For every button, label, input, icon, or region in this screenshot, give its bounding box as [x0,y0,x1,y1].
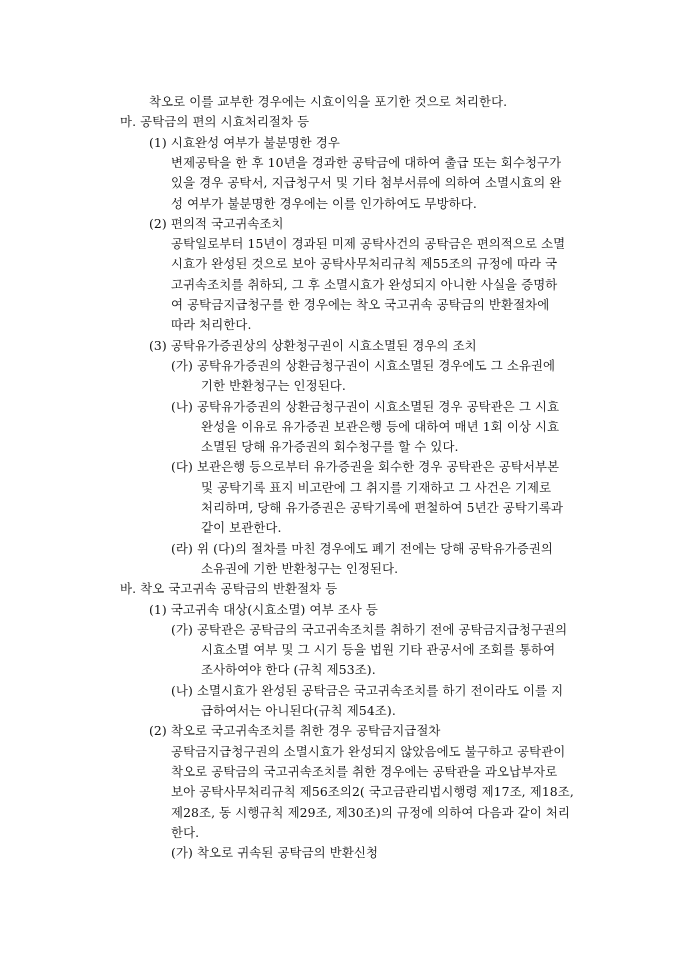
paragraph-line: 같이 보관한다. [201,520,282,536]
paragraph-line: 급하여서는 아니된다(규칙 제54조). [201,703,396,718]
item-heading: (나) 공탁유가증권의 상환금청구권이 시효소멸된 경우 공탁관은 그 시효 [171,398,560,414]
paragraph-line: 완성을 이유로 유가증권 보관은행 등에 대하여 매년 1회 이상 시효 [201,418,560,434]
paragraph-line: 공탁금지급청구권의 소멸시효가 완성되지 않았음에도 불구하고 공탁관이 [171,743,566,759]
paragraph-line: 소멸된 당해 유가증권의 회수청구를 할 수 있다. [201,439,459,455]
paragraph-line: 한다. [171,824,200,840]
paragraph-line: 조사하여야 한다 (규칙 제53조). [201,662,376,678]
paragraph-line: 따라 처리한다. [171,317,252,333]
paragraph-line: 제28조, 동 시행규칙 제29조, 제30조)의 규정에 의하여 다음과 같이 처리 [171,804,570,820]
subsection-heading: (1) 국고귀속 대상(시효소멸) 여부 조사 등 [149,601,378,617]
section-heading: 바. 착오 국고귀속 공탁금의 반환절차 등 [120,581,338,597]
item-heading: (다) 보관은행 등으로부터 유가증권을 회수한 경우 공탁관은 공탁서부본 [171,459,560,475]
paragraph-line: 소유권에 기한 반환청구는 인정된다. [201,560,399,576]
item-heading: (가) 공탁유가증권의 상환금청구권이 시효소멸된 경우에도 그 소유권에 [171,357,556,373]
paragraph-line: 처리하며, 당해 유가증권은 공탁기록에 편철하여 5년간 공탁기록과 [201,500,564,515]
item-heading: (가) 착오로 귀속된 공탁금의 반환신청 [171,845,379,861]
paragraph-line: 고귀속조치를 취하되, 그 후 소멸시효가 완성되지 아니한 사실을 증명하 [171,276,558,292]
paragraph-line: 공탁일로부터 15년이 경과된 미제 공탁사건의 공탁금은 편의적으로 소멸 [171,236,566,252]
paragraph-line: 및 공탁기록 표지 비고란에 그 취지를 기재하고 그 사건은 기제로 [201,479,552,495]
item-heading: (라) 위 (다)의 절차를 마친 경우에도 폐기 전에는 당해 공탁유가증권의 [171,540,553,556]
subsection-heading: (3) 공탁유가증권상의 상환청구권이 시효소멸된 경우의 조치 [149,337,477,353]
subsection-heading: (2) 편의적 국고귀속조치 [149,215,284,231]
paragraph-line: 착오로 공탁금의 국고귀속조치를 취한 경우에는 공탁관을 과오납부자로 [171,763,558,779]
paragraph-line: 시효소멸 여부 및 그 시기 등을 법원 기타 관공서에 조회를 통하여 [201,642,556,658]
paragraph-line: 여 공탁금지급청구를 한 경우에는 착오 국고귀속 공탁금의 반환절차에 [171,297,550,312]
item-heading: (가) 공탁관은 공탁금의 국고귀속조치를 취하기 전에 공탁금지급청구권의 [171,621,568,637]
subsection-heading: (2) 착오로 국고귀속조치를 취한 경우 공탁금지급절차 [149,723,441,739]
paragraph-line: 변제공탁을 한 후 10년을 경과한 공탁금에 대하여 출급 또는 회수청구가 [171,154,562,170]
paragraph-line: 기한 반환청구는 인정된다. [201,378,346,394]
paragraph-line: 시효가 완성된 것으로 보아 공탁사무처리규칙 제55조의 규정에 따라 국 [171,256,558,272]
subsection-heading: (1) 시효완성 여부가 불분명한 경우 [149,134,340,150]
paragraph-line: 보아 공탁사무처리규칙 제56조의2( 국고금관리법시행령 제17조, 제18조, [171,784,574,800]
paragraph-line: 성 여부가 불분명한 경우에는 이를 인가하여도 무방하다. [171,195,477,211]
paragraph-line: 있을 경우 공탁서, 지급청구서 및 기타 첨부서류에 의하여 소멸시효의 완 [171,175,562,191]
section-heading: 마. 공탁금의 편의 시효처리절차 등 [120,114,310,130]
item-heading: (나) 소멸시효가 완성된 공탁금은 국고귀속조치를 하기 전이라도 이를 지 [171,682,564,698]
paragraph-line: 착오로 이를 교부한 경우에는 시효이익을 포기한 것으로 처리한다. [149,94,508,109]
